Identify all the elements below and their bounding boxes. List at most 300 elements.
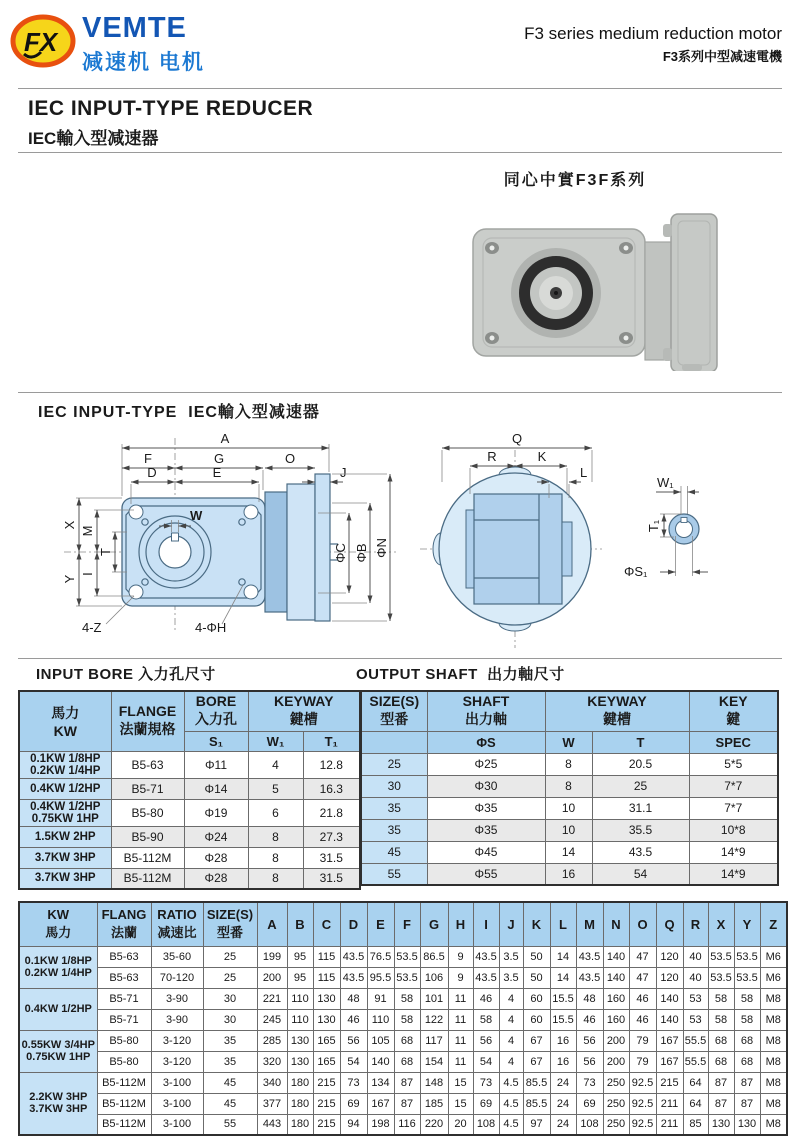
data-cell: 140 [603,946,629,967]
data-cell: 55 [203,1114,257,1135]
data-cell: 87 [734,1072,760,1093]
data-cell: 60 [523,988,550,1009]
header-cell: SIZE(S) 型番 [203,902,257,946]
header-cell: N [603,902,629,946]
data-cell: B5-112M [111,868,184,889]
data-cell: 35-60 [151,946,203,967]
data-cell: 64 [683,1072,708,1093]
data-cell: M6 [760,946,787,967]
data-cell: 20.5 [592,753,689,775]
dim-label-t1: T₁ [646,519,661,533]
data-cell: 215 [313,1114,340,1135]
power-cell: 25 [361,753,427,775]
table-row [19,1009,787,1030]
data-cell: 68 [708,1030,734,1051]
table-row [19,751,360,778]
data-cell: 3-100 [151,1093,203,1114]
header-cell: K [523,902,550,946]
data-cell: 45 [203,1093,257,1114]
dim-label-w: W [190,508,203,523]
data-cell: 165 [313,1030,340,1051]
dim-label-j: J [340,465,347,480]
data-cell: Φ28 [184,847,248,868]
dimension-table [18,901,788,1136]
data-cell: 47 [629,967,656,988]
data-cell: 95 [287,967,313,988]
header-cell: T₁ [303,731,360,751]
header-cell: L [550,902,576,946]
data-cell: M8 [760,1051,787,1072]
page-title-en: IEC INPUT-TYPE REDUCER [28,97,314,120]
data-cell: 24 [550,1072,576,1093]
data-cell: 79 [629,1030,656,1051]
data-cell: 15.5 [550,1009,576,1030]
data-cell: 198 [367,1114,394,1135]
data-cell: M8 [760,1093,787,1114]
data-cell: 43.5 [576,946,603,967]
data-cell: 16 [550,1030,576,1051]
data-cell: 14 [545,841,592,863]
data-cell: 46 [629,1009,656,1030]
data-cell: 3-120 [151,1051,203,1072]
table-row [19,1030,787,1051]
header-cell: RATIO 减速比 [151,902,203,946]
data-cell: Φ14 [184,778,248,799]
power-cell: 1.5KW 2HP [19,826,111,847]
data-cell: 58 [394,1009,420,1030]
data-cell: 87 [394,1093,420,1114]
data-cell: 97 [523,1114,550,1135]
data-cell: 130 [708,1114,734,1135]
header-cell: S₁ [184,731,248,751]
data-cell: 68 [708,1051,734,1072]
power-cell: 0.1KW 1/8HP 0.2KW 1/4HP [19,946,97,988]
page-title-zh: IEC輸入型减速器 [28,129,159,148]
table-row [19,967,787,988]
data-cell: 70-120 [151,967,203,988]
data-cell: 56 [473,1030,499,1051]
data-cell: 106 [420,967,448,988]
header-cell: C [313,902,340,946]
table-row [19,1093,787,1114]
dim-label-q: Q [511,431,523,446]
data-cell: 50 [523,967,550,988]
data-cell: 250 [603,1093,629,1114]
header-cell: FLANG 法蘭 [97,902,151,946]
data-cell: 108 [473,1114,499,1135]
data-cell: 250 [603,1114,629,1135]
data-cell: 50 [523,946,550,967]
data-cell: 3.5 [499,967,523,988]
data-cell: 35 [203,1051,257,1072]
dim-label-y: Y [62,574,77,584]
data-cell: 122 [420,1009,448,1030]
data-cell: B5-90 [111,826,184,847]
data-cell: B5-112M [111,847,184,868]
data-cell: 110 [287,1009,313,1030]
data-cell: 68 [394,1051,420,1072]
data-cell: 40 [683,946,708,967]
data-cell: 64 [683,1093,708,1114]
data-cell: 58 [473,1009,499,1030]
data-cell: 4.5 [499,1114,523,1135]
header-cell: W₁ [248,731,303,751]
table-row [19,1051,787,1072]
data-cell: Φ30 [427,775,545,797]
data-cell: B5-71 [111,778,184,799]
power-cell: 0.4KW 1/2HP 0.75KW 1HP [19,799,111,826]
data-cell: 58 [708,1009,734,1030]
data-cell: 35.5 [592,819,689,841]
data-cell: 40 [683,967,708,988]
data-cell: 31.5 [303,868,360,889]
header-cell: FLANGE 法蘭規格 [111,691,184,751]
data-cell: 215 [313,1072,340,1093]
data-cell: 53 [683,988,708,1009]
power-cell: 30 [361,775,427,797]
data-cell: 46 [629,988,656,1009]
data-cell: 24 [550,1114,576,1135]
data-cell: 92.5 [629,1093,656,1114]
dim-label-a: A [220,431,230,446]
brand-logo [10,14,76,68]
header-cell: F [394,902,420,946]
divider [18,392,782,393]
data-cell: 43.5 [576,967,603,988]
data-cell: 56 [576,1051,603,1072]
data-cell: 87 [708,1072,734,1093]
data-cell: 45 [203,1072,257,1093]
data-cell: 91 [367,988,394,1009]
divider [18,152,782,153]
data-cell: 56 [576,1030,603,1051]
data-cell: 11 [448,1030,473,1051]
data-cell: 116 [394,1114,420,1135]
data-cell: 25 [203,967,257,988]
data-cell: 340 [257,1072,287,1093]
data-cell: 140 [656,988,683,1009]
data-cell: M8 [760,1009,787,1030]
data-cell: 117 [420,1030,448,1051]
data-cell: B5-112M [97,1072,151,1093]
data-cell: 180 [287,1114,313,1135]
brand-header [10,14,205,76]
data-cell: 87 [708,1093,734,1114]
dim-label-d: D [147,465,157,480]
data-cell: 56 [340,1030,367,1051]
table-row [361,731,778,753]
data-cell: 21.8 [303,799,360,826]
data-cell: M8 [760,1114,787,1135]
data-cell: 58 [708,988,734,1009]
table-row [19,988,787,1009]
header-cell: Q [656,902,683,946]
table-row [19,826,360,847]
data-cell: 68 [734,1051,760,1072]
header-cell: D [340,902,367,946]
data-cell: 47 [629,946,656,967]
header-cell: T [592,731,689,753]
data-cell: Φ19 [184,799,248,826]
table-row [19,691,360,731]
table-row [19,1114,787,1135]
data-cell: 53.5 [734,967,760,988]
data-cell: Φ25 [427,753,545,775]
dim-label-g: G [213,451,225,466]
data-cell: 443 [257,1114,287,1135]
dim-label-phis1: ΦS₁ [624,564,648,579]
header-cell: 馬力 KW [19,691,111,751]
data-cell: 3.5 [499,946,523,967]
dim-label-i: I [80,572,95,576]
data-cell: 92.5 [629,1072,656,1093]
table-row [361,863,778,885]
data-cell: 4 [499,1030,523,1051]
data-cell: 8 [545,753,592,775]
series-title-zh: F3系列中型减速電機 [662,49,782,64]
data-cell: 76.5 [367,946,394,967]
data-cell: 167 [367,1093,394,1114]
data-cell: 55.5 [683,1030,708,1051]
data-cell: 16.3 [303,778,360,799]
data-cell: 46 [473,988,499,1009]
power-cell: 45 [361,841,427,863]
data-cell: 320 [257,1051,287,1072]
shaft-section-drawing [624,475,708,579]
header-cell: W [545,731,592,753]
data-cell: 245 [257,1009,287,1030]
header-cell: KEYWAY 鍵槽 [248,691,360,731]
data-cell: 95.5 [367,967,394,988]
dim-label-4phih: 4-ΦH [195,620,227,635]
data-cell: 130 [313,988,340,1009]
data-cell: B5-80 [97,1030,151,1051]
data-cell: 140 [367,1051,394,1072]
data-cell: 11 [448,1009,473,1030]
data-cell: B5-71 [97,1009,151,1030]
data-cell: 377 [257,1093,287,1114]
header-cell: B [287,902,313,946]
brand-subtitle: 减速机 电机 [82,51,205,74]
brand-text [82,14,205,76]
dim-label-4z: 4-Z [82,620,102,635]
data-cell: 154 [420,1051,448,1072]
data-cell: 4 [248,751,303,778]
table-row [361,775,778,797]
data-cell: 110 [287,988,313,1009]
data-cell: 53.5 [708,946,734,967]
data-cell: 108 [576,1114,603,1135]
data-cell: 58 [734,1009,760,1030]
power-cell: 35 [361,819,427,841]
data-cell: 200 [603,1051,629,1072]
data-cell: 48 [340,988,367,1009]
data-cell: 9 [448,946,473,967]
photo-caption: 同心中實F3F系列 [503,172,647,189]
data-cell: 15 [448,1093,473,1114]
dim-label-l: L [580,465,588,480]
power-cell: 0.1KW 1/8HP 0.2KW 1/4HP [19,751,111,778]
data-cell: Φ28 [184,868,248,889]
data-cell: B5-63 [97,946,151,967]
data-cell: B5-63 [97,967,151,988]
data-cell: M6 [760,967,787,988]
header-cell: KEYWAY 鍵槽 [545,691,689,731]
front-view-drawing [52,424,402,661]
data-cell: 31.1 [592,797,689,819]
data-cell: 68 [734,1030,760,1051]
data-cell: 30 [203,988,257,1009]
data-cell: Φ35 [427,819,545,841]
data-cell: 73 [340,1072,367,1093]
data-cell: 115 [313,967,340,988]
data-cell: 200 [603,1030,629,1051]
data-cell: 4 [499,1009,523,1030]
data-cell: 7*7 [689,797,778,819]
data-cell: 79 [629,1051,656,1072]
power-cell: 55 [361,863,427,885]
header-cell: BORE 入力孔 [184,691,248,731]
data-cell: Φ11 [184,751,248,778]
data-cell: 285 [257,1030,287,1051]
data-cell: 92.5 [629,1114,656,1135]
data-cell: 16 [550,1051,576,1072]
data-cell: 8 [545,775,592,797]
header-cell: SIZE(S) 型番 [361,691,427,731]
data-cell: 165 [313,1051,340,1072]
data-cell: 130 [287,1030,313,1051]
data-cell: 180 [287,1072,313,1093]
data-cell: 4 [499,988,523,1009]
data-cell: 53.5 [734,946,760,967]
data-cell: 87 [734,1093,760,1114]
data-cell: 3-90 [151,1009,203,1030]
header-cell: I [473,902,499,946]
data-cell: 200 [257,967,287,988]
data-cell: 46 [340,1009,367,1030]
dim-label-r: R [487,449,497,464]
data-cell: 43.5 [340,967,367,988]
data-cell: 5 [248,778,303,799]
dim-label-w1: W₁ [657,475,674,490]
data-cell: 53.5 [708,967,734,988]
divider [18,88,782,89]
power-cell: 0.4KW 1/2HP [19,988,97,1030]
header-cell: KEY 鍵 [689,691,778,731]
data-cell: B5-63 [111,751,184,778]
table-row [361,841,778,863]
power-cell: 0.55KW 3/4HP 0.75KW 1HP [19,1030,97,1072]
data-cell: 10 [545,819,592,841]
data-cell: 14*9 [689,841,778,863]
data-cell: B5-112M [97,1114,151,1135]
header-cell: A [257,902,287,946]
data-cell: B5-80 [111,799,184,826]
header-cell: E [367,902,394,946]
output-shaft-table [360,690,779,886]
data-cell: 24 [550,1093,576,1114]
data-cell: Φ35 [427,797,545,819]
data-cell: 3-100 [151,1072,203,1093]
data-cell: 20 [448,1114,473,1135]
data-cell: 160 [603,1009,629,1030]
data-cell: 167 [656,1051,683,1072]
header-cell: ΦS [427,731,545,753]
data-cell: 185 [420,1093,448,1114]
header-cell: Y [734,902,760,946]
side-view-drawing [402,424,797,661]
data-cell: 8 [248,826,303,847]
data-cell: 9 [448,967,473,988]
data-cell: 67 [523,1051,550,1072]
data-cell: Φ45 [427,841,545,863]
data-cell: 140 [656,1009,683,1030]
series-title-en: F3 series medium reduction motor [524,24,782,43]
data-cell: B5-71 [97,988,151,1009]
table-row [19,1072,787,1093]
header-cell: KW 馬力 [19,902,97,946]
data-cell: 85 [683,1114,708,1135]
header-cell [361,731,427,753]
data-cell: M8 [760,988,787,1009]
data-cell: 58 [394,988,420,1009]
data-cell: 53 [683,1009,708,1030]
data-cell: 14 [550,946,576,967]
data-cell: 95 [287,946,313,967]
power-cell: 3.7KW 3HP [19,868,111,889]
data-cell: 30 [203,1009,257,1030]
data-cell: 94 [340,1114,367,1135]
data-cell: 43.5 [592,841,689,863]
table-row [19,778,360,799]
header-cell: Z [760,902,787,946]
data-cell: 43.5 [340,946,367,967]
table-row [361,819,778,841]
data-cell: 55.5 [683,1051,708,1072]
power-cell: 2.2KW 3HP 3.7KW 3HP [19,1072,97,1135]
data-cell: 54 [340,1051,367,1072]
data-cell: 5*5 [689,753,778,775]
header-cell: R [683,902,708,946]
logo-emblem-text: FX [24,27,58,57]
data-cell: 60 [523,1009,550,1030]
dim-label-phin: ΦN [374,538,389,558]
dim-label-x: X [62,520,77,530]
series-title [524,24,782,65]
dim-label-o: O [284,451,296,466]
data-cell: 221 [257,988,287,1009]
data-cell: 27.3 [303,826,360,847]
data-cell: 120 [656,967,683,988]
data-cell: 4 [499,1051,523,1072]
data-cell: 69 [473,1093,499,1114]
table-row [361,691,778,731]
data-cell: 86.5 [420,946,448,967]
dim-label-phib: ΦB [354,543,369,563]
table-row [19,868,360,889]
power-cell: 0.4KW 1/2HP [19,778,111,799]
data-cell: 25 [203,946,257,967]
data-cell: Φ24 [184,826,248,847]
data-cell: 68 [394,1030,420,1051]
data-cell: 85.5 [523,1093,550,1114]
header-cell: SHAFT 出力軸 [427,691,545,731]
data-cell: 11 [448,1051,473,1072]
brand-name: VEMTE [82,12,187,44]
data-cell: 69 [340,1093,367,1114]
data-cell: 43.5 [473,967,499,988]
data-cell: 73 [473,1072,499,1093]
